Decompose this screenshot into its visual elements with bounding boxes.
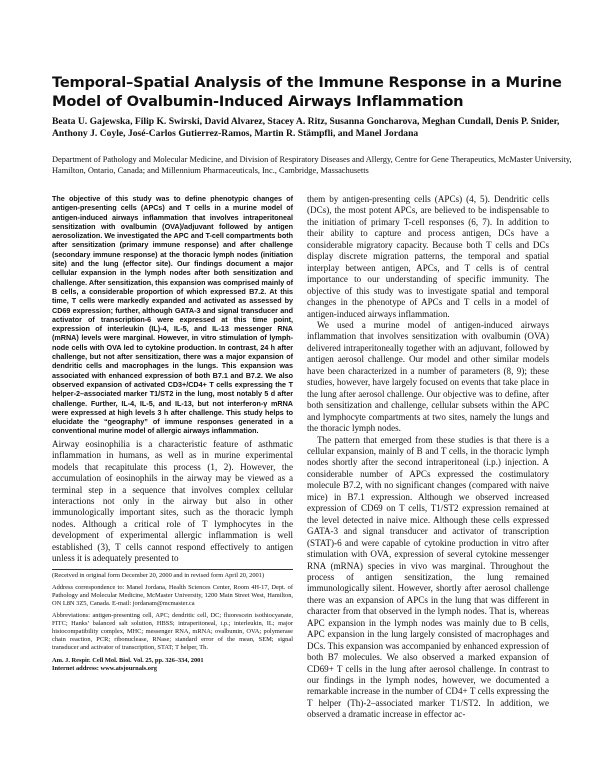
left-column [52, 194, 293, 673]
body-paragraph-3: The pattern that emerged from these studies is that there is a cellular expansion, mainly of B and T cells, in the thoracic lymph nodes shortly after the second intraperitoneal (i.p.) injection. A considerable number of APCs expressed the costimulatory molecule B7.2, with no significant changes (compared with naive mice) in B7.1 expression. Although we observed increased expression of CD69 on T cells, T1/ST2 expression remained at the level detected in naive mice. Although these cells expressed GATA-3 and signal transducer and activator of transcription (STAT)-6 and were capable of cytokine production in vitro after stimulation with OVA, expression of several cytokine messenger RNA (mRNA) species in vivo was marginal. Throughout the process of antigen sensitization, the lung remained immunologically silent. However, shortly after aerosol challenge there was an expansion of APCs in the lung that was different in character from that observed in the lymph nodes. That is, whereas APC expansion in the lymph nodes was mainly due to B cells, APC expansion in the lung largely consisted of macrophages and DCs. This expansion was accompanied by enhanced expression of both B7 molecules. We also observed a marked expansion of CD69+ T cells in the lung after aerosol challenge. In contrast to our findings in the lymph nodes, however, we documented a remarkable increase in the number of CD4+ T cells expressing the T helper (Th)-2–associated marker T1/ST2. In addition, we observed a dramatic increase in effector ac- [307, 434, 549, 720]
abbreviations-note: Abbreviations: antigen-presenting cell, APC; dendritic cell, DC; fluorescein isothiocyanate, FITC; Hanks’ balanced salt solution, HBSS; intraperitoneal, i.p.; interleukin, IL; major histocompatibility complex, MHC; messenger RNA, mRNA; ovalbumin, OVA; polymerase chain reaction, PCR; ribonuclease, RNase; standard error of the mean, SEM; signal transducer and activator of transcription, STAT; T helper, Th. [52, 612, 293, 652]
article-title: Temporal–Spatial Analysis of the Immune Response in a Murine Model of Ovalbumin-Induced Airways Inflammation [52, 74, 562, 110]
affiliation: Department of Pathology and Molecular Medicine, and Division of Respiratory Diseases and Allergy, Centre for Gene Therapeutics, McMaster University, Hamilton, Ontario, Canada; and Millennium Pharmaceuticals, Inc., Cambridge, Massachusetts [52, 155, 572, 175]
journal-citation: Am. J. Respir. Cell Mol. Biol. Vol. 25, pp. 326–334, 2001 [52, 656, 204, 664]
abstract: The objective of this study was to define phenotypic changes of antigen-presenting cells (APCs) and T cells in a murine model of antigen-induced airways inflammation that involves intraperitoneal sensitization with ovalbumin (OVA)/adjuvant followed by antigen aerosolization. We investigated the APC and T-cell compartments both after sensitization (primary immune response) and after challenge (secondary immune response) at the thoracic lymph nodes (initiation site) and the lung (effector site). Our findings document a major cellular expansion in the lymph nodes after both sensitization and challenge. After sensitization, this expansion was comprised mainly of B cells, a considerable proportion of which expressed B7.2. At this time, T cells were markedly expanded and activated as assessed by CD69 expression; further, although GATA-3 and signal transducer and activator of transcription-6 were expressed at this time point, expression of interleukin (IL)-4, IL-5, and IL-13 messenger RNA (mRNA) levels were marginal. However, in vitro stimulation of lymph-node cells with OVA led to cytokine production. In contrast, 24 h after challenge, but not after sensitization, there was a major expansion of dendritic cells and macrophages in the lungs. This expansion was associated with enhanced expression of both B7.1 and B7.2. We also observed expansion of activated CD3+/CD4+ T cells expressing the T helper-2–associated marker T1/ST2 in the lung, most notably 5 d after challenge. Further, IL-4, IL-5, and IL-13, but not interferon-γ mRNA were expressed at high levels 3 h after challenge. This study helps to elucidate the “geography” of immune responses generated in a conventional murine model of allergic airways inflammation. [52, 194, 293, 436]
right-column [307, 194, 549, 721]
internet-address: Internet address: www.atsjournals.org [52, 664, 157, 672]
body-paragraph-1: them by antigen-presenting cells (APCs) (4, 5). Dendritic cells (DCs), the most potent APCs, are believed to be indispensable to the initiation of primary T-cell responses (6, 7). In addition to their ability to capture and process antigen, DCs have a considerable migratory capacity. Because both T cells and DCs display discrete migration patterns, the temporal and spatial interplay between antigen, APCs, and T cells is of central importance to our understanding of specific immunity. The objective of this study was to investigate spatial and temporal changes in the phenotype of APCs and T cells in a model of antigen-induced airways inflammation. [307, 194, 549, 319]
intro-paragraph: Airway eosinophilia is a characteristic feature of asthmatic inflammation in humans, as well as in murine experimental models that recapitulate this process (1, 2). However, the accumulation of eosinophils in the airway may be viewed as a terminal step in a sequence that involves complex cellular interactions not only in the airway but also in other immunologically important sites, such as the thoracic lymph nodes. Although a critical role of T lymphocytes in the development of experimental allergic inflammation is well established (3), T cells cannot respond effectively to antigen unless it is adequately presented to [52, 438, 293, 564]
received-dates: (Received in original form December 20, 2000 and in revised form April 20, 2001) [52, 571, 265, 579]
footnotes [52, 572, 293, 673]
footnote-divider [52, 569, 293, 570]
author-list: Beata U. Gajewska, Filip K. Swirski, David Alvarez, Stacey A. Ritz, Susanna Goncharova, Meghan Cundall, Denis P. Snider, Anthony J. Coyle, José-Carlos Gutierrez-Ramos, Martin R. Stämpfli, and Manel Jordana [52, 116, 560, 140]
correspondence-note: Address correspondence to: Manel Jordana, Health Sciences Center, Room 4H-17, Dept. of Pathology and Molecular Medicine, McMaster University, 1200 Main Street West, Hamilton, ON L8N 3Z5, Canada. E-mail: jordanam@mcmaster.ca [52, 583, 293, 607]
body-paragraph-2: We used a murine model of antigen-induced airways inflammation that involves sensitization with ovalbumin (OVA) delivered intraperitoneally together with an adjuvant, followed by antigen aerosol challenge. Our model and other similar models have been characterized in a number of parameters (8, 9); these studies, however, have largely focused on events that take place in the lung after aerosol challenge. Our objective was to define, after both sensitization and challenge, cellular subsets within the APC and lymphocyte compartments at two sites, namely the lungs and the thoracic lymph nodes. [307, 319, 549, 434]
